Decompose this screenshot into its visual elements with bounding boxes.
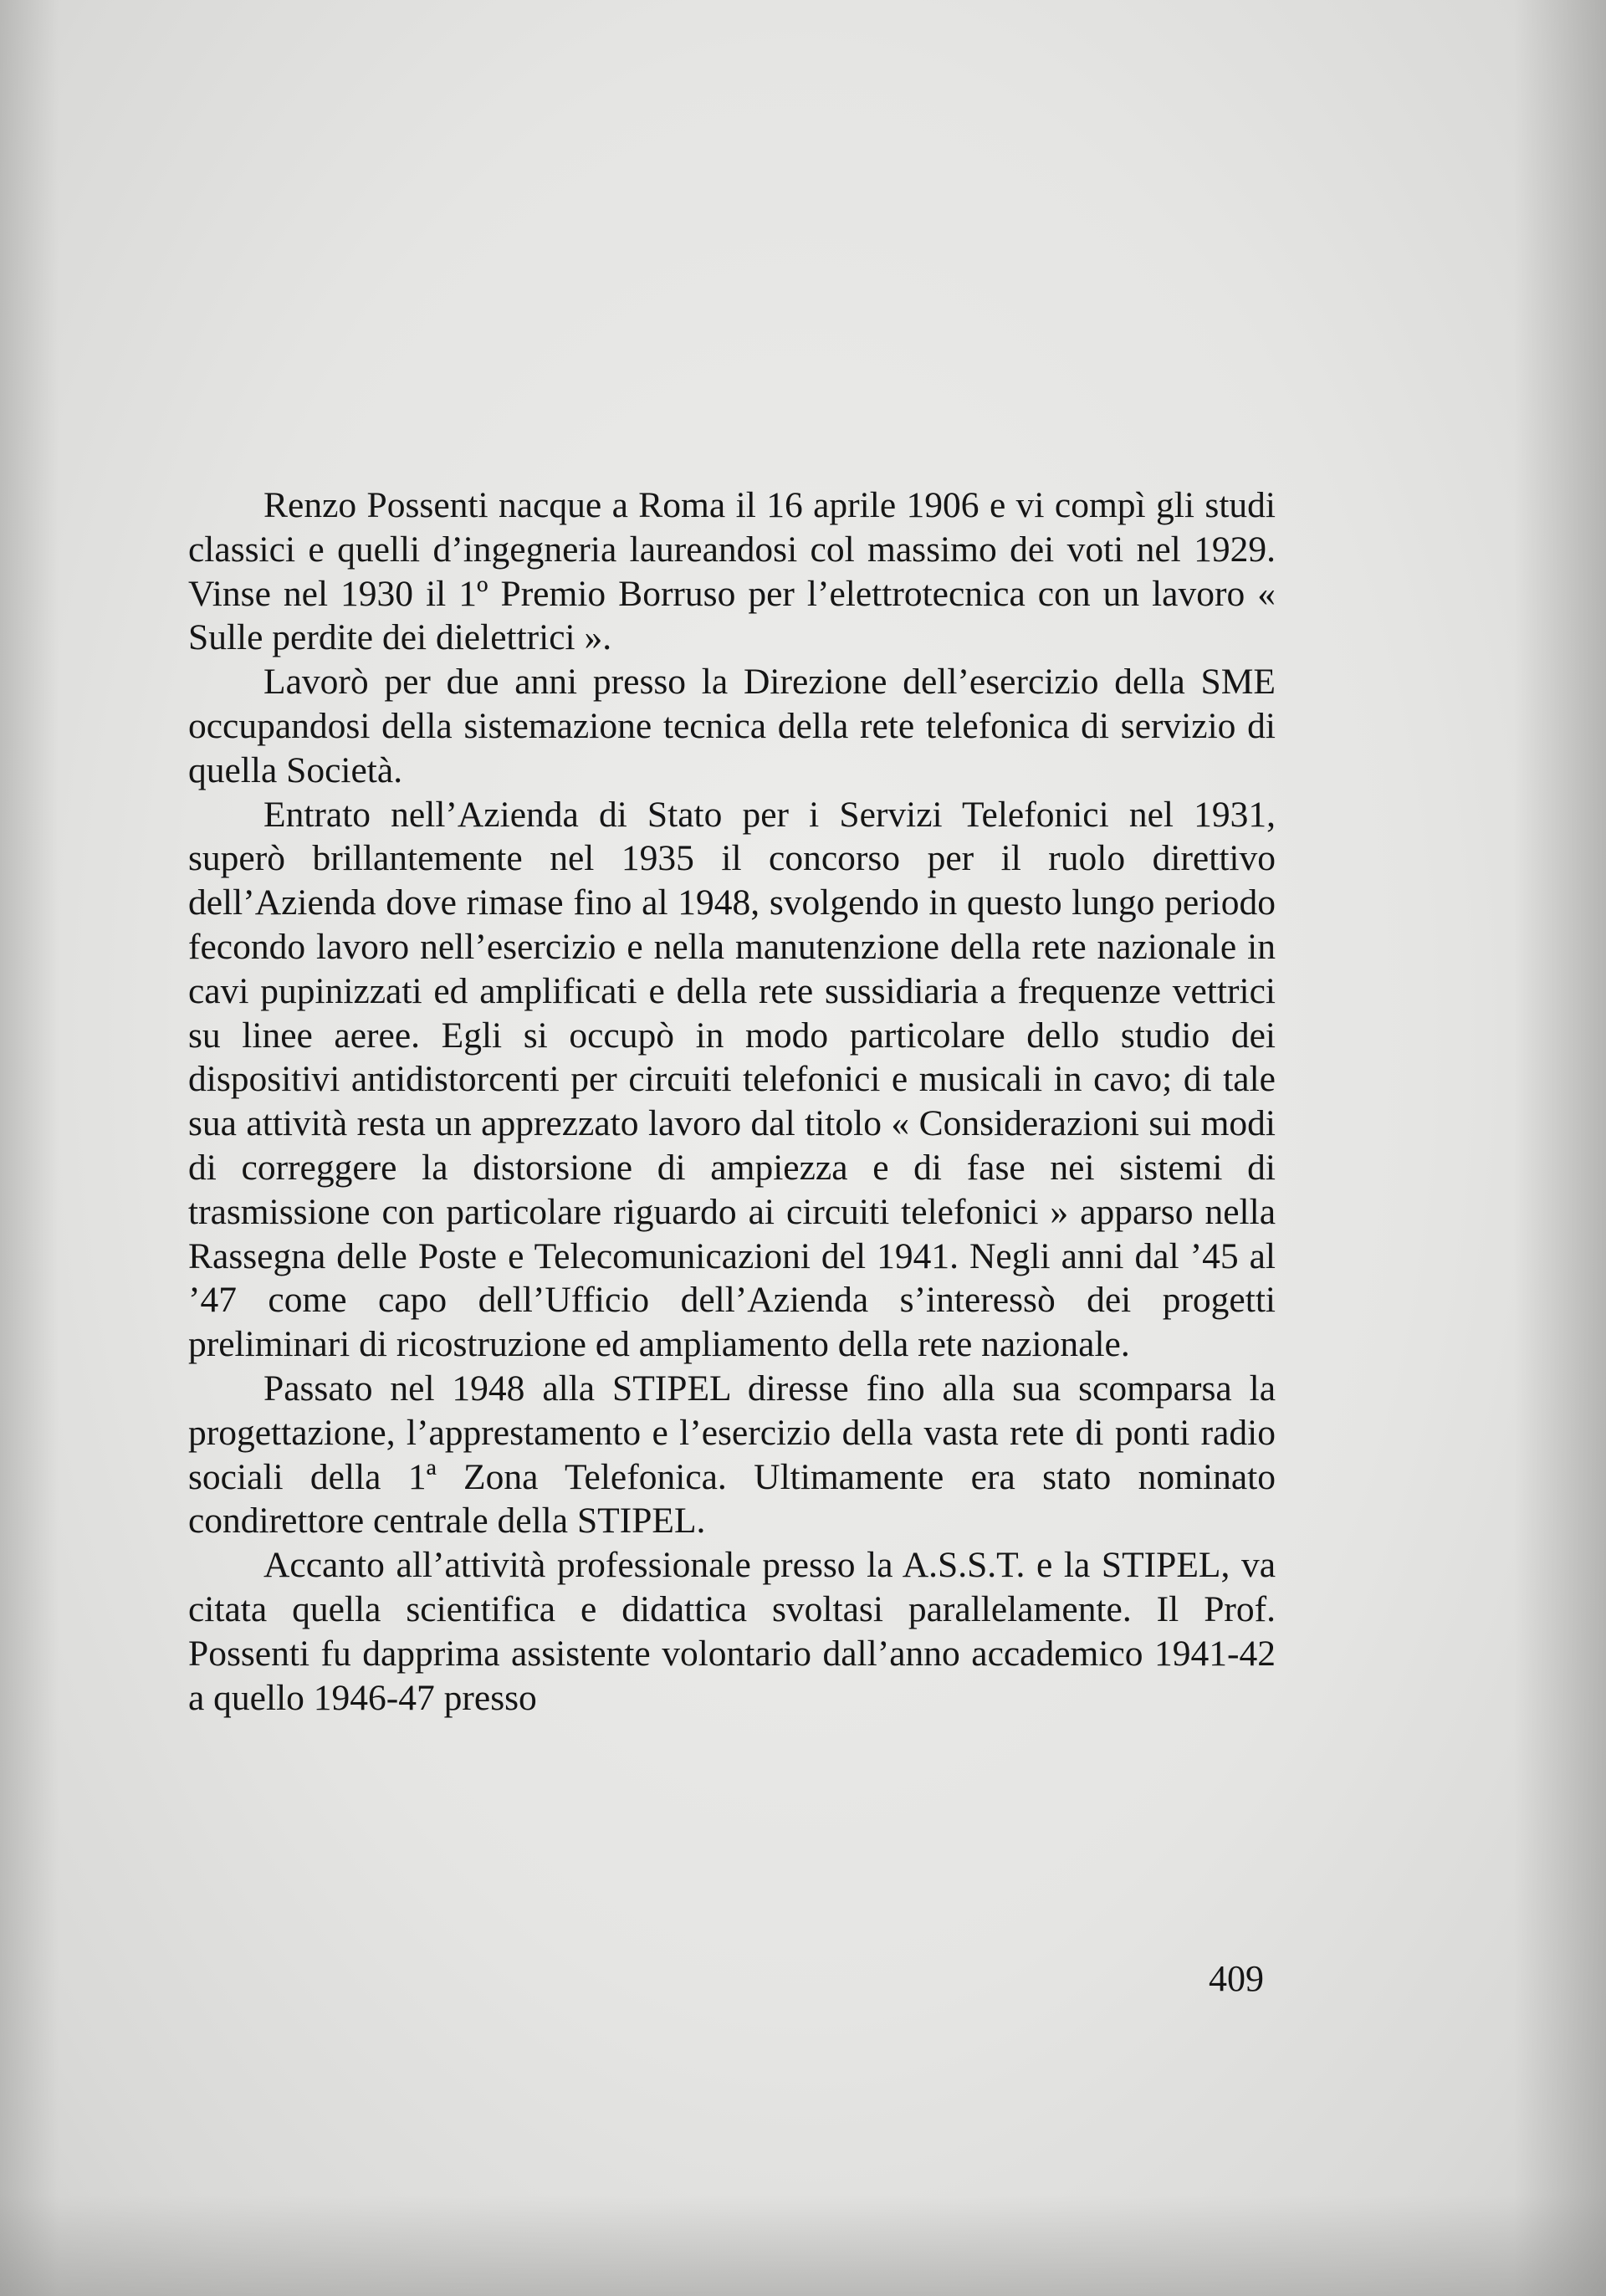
paragraph-2: Lavorò per due anni presso la Direzione dell’esercizio della SME occupandosi della sistemazione tecnica della rete telefonica di servizio di quella Società. — [188, 662, 1276, 790]
scan-edge-bottom — [0, 2196, 1606, 2296]
paragraph-5: Accanto all’attività professionale presso la A.S.S.T. e la STIPEL, va citata quella scientifica e didattica svoltasi parallelamente. Il Prof. Possenti fu dapprima assistente volontario dall’anno accademico 1941-42 a quello 1946-47 presso — [188, 1545, 1276, 1718]
paragraph-3: Entrato nell’Azienda di Stato per i Servizi Telefonici nel 1931, superò brillantemente nel 1935 il concorso per il ruolo direttivo dell’Azienda dove rimase fino al 1948, svolgendo in questo lungo periodo fecondo lavoro nell’esercizio e nella manutenzione della rete nazionale in cavi pupinizzati ed amplificati e della rete sussidiaria a frequenze vettrici su linee aeree. Egli si occupò in modo particolare dello studio dei dispositivi antidistorcenti per circuiti telefonici e musicali in cavo; di tale sua attività resta un apprezzato lavoro dal titolo « Considerazioni sui modi di correggere la distorsione di ampiezza e di fase nei sistemi di trasmissione con particolare riguardo ai circuiti telefonici » apparso nella Rassegna delle Poste e Telecomunicazioni del 1941. Negli anni dal ’45 al ’47 come capo dell’Ufficio dell’Azienda s’interessò dei progetti preliminari di ricostruzione ed ampliamento della rete nazionale. — [188, 794, 1276, 1365]
scan-edge-right — [1514, 0, 1606, 2296]
page-number: 409 — [1209, 1958, 1264, 1999]
paragraph-1: Renzo Possenti nacque a Roma il 16 aprile 1906 e vi compì gli studi classici e quelli d’ingegneria laureandosi col massimo dei voti nel 1929. Vinse nel 1930 il 1º Premio Borruso per l’elettrotecnica con un lavoro « Sulle perdite dei dielettrici ». — [188, 485, 1276, 658]
scan-edge-left — [0, 0, 59, 2296]
paragraph-4: Passato nel 1948 alla STIPEL diresse fino alla sua scomparsa la progettazione, l’apprestamento e l’esercizio della vasta rete di ponti radio sociali della 1ª Zona Telefonica. Ultimamente era stato nominato condirettore centrale della STIPEL. — [188, 1368, 1276, 1542]
body-text — [188, 483, 1276, 1720]
